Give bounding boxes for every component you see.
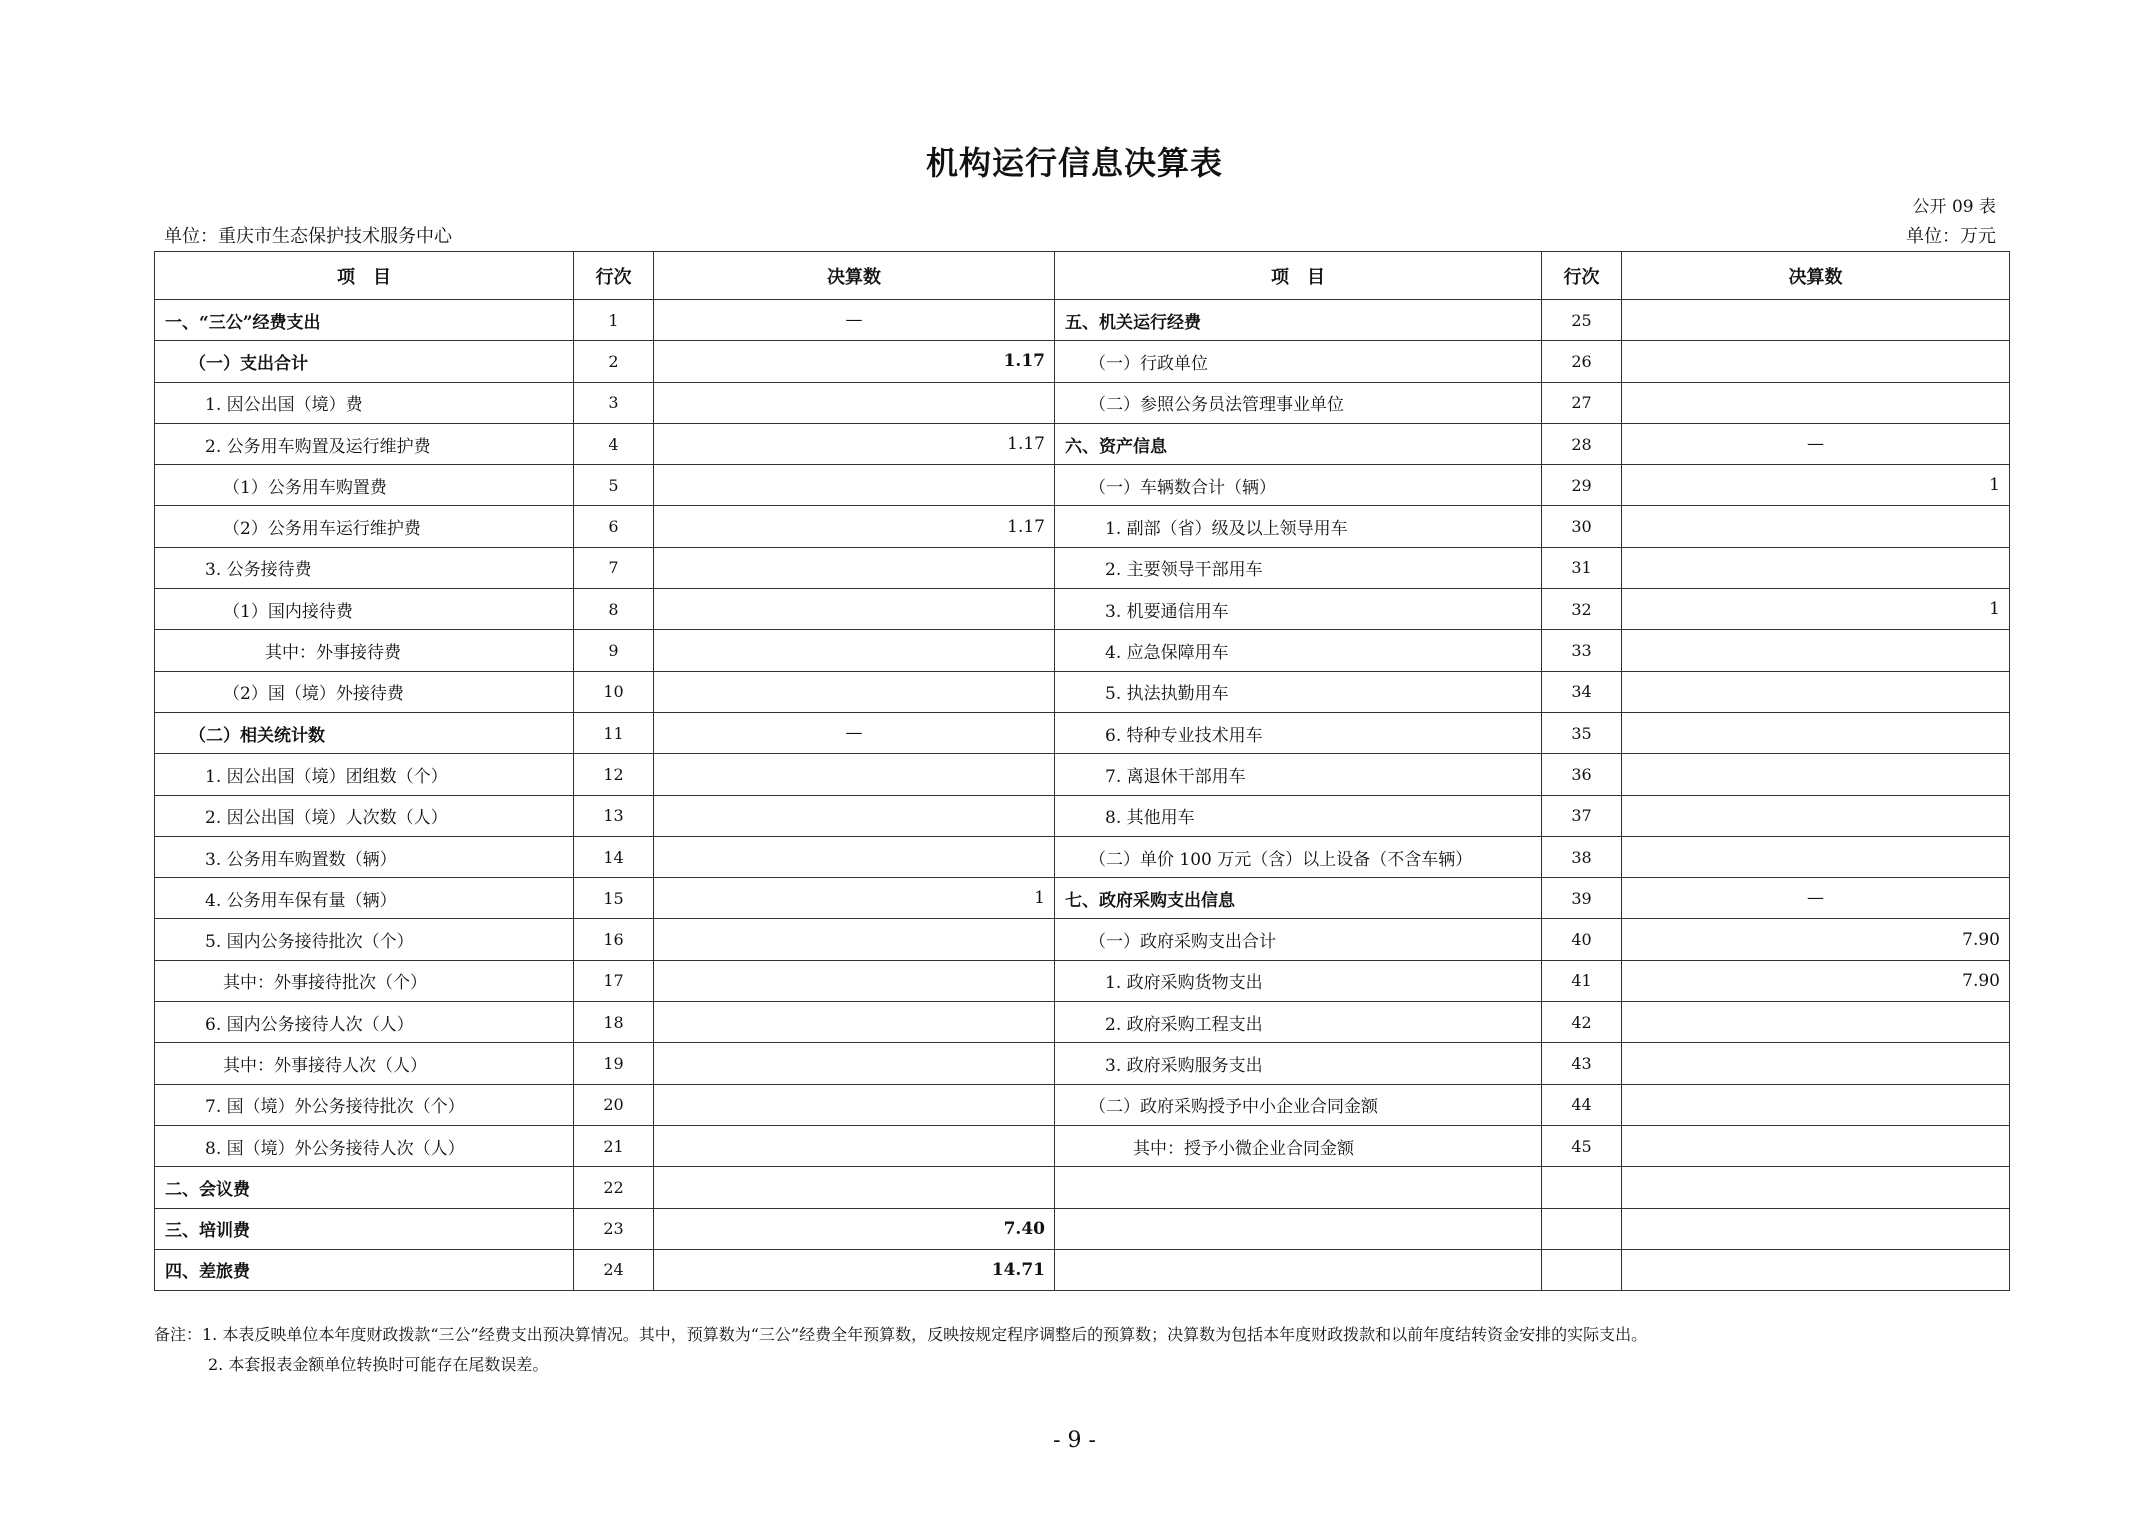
table-row [155, 1084, 2010, 1125]
left-item-cell: 四、差旅费 [155, 1249, 574, 1290]
right-row-number [1542, 1249, 1622, 1290]
left-amount-cell [654, 836, 1055, 877]
left-item-cell: 2. 公务用车购置及运行维护费 [155, 423, 574, 464]
right-item-cell: 2. 主要领导干部用车 [1055, 547, 1542, 588]
left-amount-cell [654, 589, 1055, 630]
left-amount-cell: 1.17 [654, 423, 1055, 464]
statement-table [154, 251, 2010, 1291]
right-amount-cell [1622, 1002, 2010, 1043]
left-item-cell: 8. 国（境）外公务接待人次（人） [155, 1125, 574, 1166]
footnote-2: 2. 本套报表金额单位转换时可能存在尾数误差。 [208, 1355, 549, 1374]
left-row-number: 9 [574, 630, 654, 671]
right-item-cell: （一）车辆数合计（辆） [1055, 465, 1542, 506]
right-amount-cell [1622, 754, 2010, 795]
right-item-cell [1055, 1249, 1542, 1290]
left-item-cell: （一）支出合计 [155, 341, 574, 382]
right-amount-cell: 7.90 [1622, 919, 2010, 960]
left-row-number: 7 [574, 547, 654, 588]
right-row-number: 41 [1542, 960, 1622, 1001]
right-item-cell: （二）政府采购授予中小企业合同金额 [1055, 1084, 1542, 1125]
right-item-cell: 2. 政府采购工程支出 [1055, 1002, 1542, 1043]
left-item-cell: 1. 因公出国（境）费 [155, 382, 574, 423]
header-row-right: 行次 [1542, 252, 1622, 300]
left-item-cell: 三、培训费 [155, 1208, 574, 1249]
right-row-number: 43 [1542, 1043, 1622, 1084]
right-row-number: 27 [1542, 382, 1622, 423]
right-item-cell: 6. 特种专业技术用车 [1055, 712, 1542, 753]
right-row-number: 39 [1542, 878, 1622, 919]
left-row-number: 20 [574, 1084, 654, 1125]
table-row [155, 341, 2010, 382]
right-amount-cell [1622, 1084, 2010, 1125]
right-amount-cell: — [1622, 423, 2010, 464]
left-row-number: 17 [574, 960, 654, 1001]
right-row-number: 38 [1542, 836, 1622, 877]
left-item-cell: 2. 因公出国（境）人次数（人） [155, 795, 574, 836]
table-row [155, 1002, 2010, 1043]
left-item-cell: 其中：外事接待批次（个） [155, 960, 574, 1001]
left-row-number: 19 [574, 1043, 654, 1084]
left-item-cell: （2）公务用车运行维护费 [155, 506, 574, 547]
right-row-number: 28 [1542, 423, 1622, 464]
left-row-number: 18 [574, 1002, 654, 1043]
right-amount-cell [1622, 836, 2010, 877]
right-row-number: 37 [1542, 795, 1622, 836]
left-item-cell: 二、会议费 [155, 1167, 574, 1208]
right-amount-cell [1622, 795, 2010, 836]
left-amount-cell [654, 382, 1055, 423]
table-row [155, 1167, 2010, 1208]
left-amount-cell: — [654, 300, 1055, 341]
left-row-number: 5 [574, 465, 654, 506]
left-amount-cell [654, 671, 1055, 712]
table-row [155, 712, 2010, 753]
right-row-number: 45 [1542, 1125, 1622, 1166]
left-row-number: 15 [574, 878, 654, 919]
left-item-cell: 一、“三公”经费支出 [155, 300, 574, 341]
left-item-cell: 其中：外事接待人次（人） [155, 1043, 574, 1084]
header-item-right: 项 目 [1055, 252, 1542, 300]
left-row-number: 3 [574, 382, 654, 423]
left-row-number: 13 [574, 795, 654, 836]
right-amount-cell [1622, 547, 2010, 588]
left-item-cell: 4. 公务用车保有量（辆） [155, 878, 574, 919]
table-row [155, 1208, 2010, 1249]
right-item-cell: （二）参照公务员法管理事业单位 [1055, 382, 1542, 423]
table-row [155, 878, 2010, 919]
left-amount-cell: — [654, 712, 1055, 753]
left-amount-cell [654, 1167, 1055, 1208]
right-row-number [1542, 1208, 1622, 1249]
left-amount-cell [654, 795, 1055, 836]
right-amount-cell: 1 [1622, 589, 2010, 630]
right-row-number [1542, 1167, 1622, 1208]
right-item-cell: 其中：授予小微企业合同金额 [1055, 1125, 1542, 1166]
table-header-row [155, 252, 2010, 300]
left-row-number: 23 [574, 1208, 654, 1249]
left-amount-cell [654, 960, 1055, 1001]
left-amount-cell: 1 [654, 878, 1055, 919]
right-row-number: 35 [1542, 712, 1622, 753]
left-row-number: 4 [574, 423, 654, 464]
right-row-number: 26 [1542, 341, 1622, 382]
right-row-number: 25 [1542, 300, 1622, 341]
right-item-cell: 3. 机要通信用车 [1055, 589, 1542, 630]
table-row [155, 547, 2010, 588]
right-amount-cell [1622, 712, 2010, 753]
left-item-cell: 6. 国内公务接待人次（人） [155, 1002, 574, 1043]
right-item-cell: 7. 离退休干部用车 [1055, 754, 1542, 795]
right-amount-cell: — [1622, 878, 2010, 919]
right-amount-cell [1622, 1125, 2010, 1166]
left-row-number: 12 [574, 754, 654, 795]
right-amount-cell [1622, 1167, 2010, 1208]
left-item-cell: 1. 因公出国（境）团组数（个） [155, 754, 574, 795]
reporting-unit: 单位：重庆市生态保护技术服务中心 [164, 226, 452, 247]
right-item-cell: 5. 执法执勤用车 [1055, 671, 1542, 712]
right-item-cell [1055, 1208, 1542, 1249]
table-row [155, 960, 2010, 1001]
right-row-number: 33 [1542, 630, 1622, 671]
left-amount-cell [654, 547, 1055, 588]
table-row [155, 1125, 2010, 1166]
table-row [155, 1249, 2010, 1290]
left-amount-cell [654, 754, 1055, 795]
left-amount-cell [654, 1002, 1055, 1043]
page-title: 机构运行信息决算表 [925, 144, 1223, 182]
right-item-cell: （一）行政单位 [1055, 341, 1542, 382]
right-item-cell: （二）单价 100 万元（含）以上设备（不含车辆） [1055, 836, 1542, 877]
left-row-number: 14 [574, 836, 654, 877]
right-row-number: 32 [1542, 589, 1622, 630]
left-row-number: 22 [574, 1167, 654, 1208]
left-item-cell: 其中：外事接待费 [155, 630, 574, 671]
left-amount-cell [654, 1125, 1055, 1166]
right-amount-cell [1622, 300, 2010, 341]
table-row [155, 423, 2010, 464]
right-item-cell: 五、机关运行经费 [1055, 300, 1542, 341]
left-item-cell: （1）国内接待费 [155, 589, 574, 630]
left-item-cell: 3. 公务接待费 [155, 547, 574, 588]
right-row-number: 31 [1542, 547, 1622, 588]
left-amount-cell [654, 630, 1055, 671]
left-item-cell: （1）公务用车购置费 [155, 465, 574, 506]
left-item-cell: 7. 国（境）外公务接待批次（个） [155, 1084, 574, 1125]
table-row [155, 506, 2010, 547]
table-row [155, 589, 2010, 630]
left-amount-cell [654, 919, 1055, 960]
header-amount-left: 决算数 [654, 252, 1055, 300]
right-row-number: 34 [1542, 671, 1622, 712]
form-number: 公开 09 表 [1912, 197, 1996, 217]
right-item-cell: 1. 政府采购货物支出 [1055, 960, 1542, 1001]
right-row-number: 42 [1542, 1002, 1622, 1043]
right-item-cell: 4. 应急保障用车 [1055, 630, 1542, 671]
right-row-number: 36 [1542, 754, 1622, 795]
table-row [155, 754, 2010, 795]
right-row-number: 30 [1542, 506, 1622, 547]
table-row [155, 919, 2010, 960]
left-amount-cell [654, 1084, 1055, 1125]
table-row [155, 795, 2010, 836]
right-amount-cell [1622, 1249, 2010, 1290]
right-item-cell: 六、资产信息 [1055, 423, 1542, 464]
page-number: - 9 - [1053, 1428, 1096, 1453]
right-row-number: 44 [1542, 1084, 1622, 1125]
left-item-cell: （2）国（境）外接待费 [155, 671, 574, 712]
table-row [155, 836, 2010, 877]
left-item-cell: 5. 国内公务接待批次（个） [155, 919, 574, 960]
left-row-number: 21 [574, 1125, 654, 1166]
left-row-number: 2 [574, 341, 654, 382]
left-amount-cell: 14.71 [654, 1249, 1055, 1290]
header-item-left: 项 目 [155, 252, 574, 300]
right-amount-cell [1622, 1208, 2010, 1249]
right-item-cell [1055, 1167, 1542, 1208]
left-row-number: 24 [574, 1249, 654, 1290]
right-item-cell: 3. 政府采购服务支出 [1055, 1043, 1542, 1084]
left-row-number: 6 [574, 506, 654, 547]
right-amount-cell: 7.90 [1622, 960, 2010, 1001]
table-row [155, 630, 2010, 671]
left-row-number: 16 [574, 919, 654, 960]
right-item-cell: （一）政府采购支出合计 [1055, 919, 1542, 960]
left-amount-cell: 1.17 [654, 506, 1055, 547]
left-amount-cell: 1.17 [654, 341, 1055, 382]
left-row-number: 8 [574, 589, 654, 630]
table-row [155, 382, 2010, 423]
footnote-1: 备注：1. 本表反映单位本年度财政拨款“三公”经费支出预决算情况。其中，预算数为“三公”经费全年预算数，反映按规定程序调整后的预算数；决算数为包括本年度财政拨款和以前年度结转资金安排的实际支出。 [154, 1325, 1648, 1344]
table-row [155, 465, 2010, 506]
table-row [155, 1043, 2010, 1084]
right-item-cell: 七、政府采购支出信息 [1055, 878, 1542, 919]
header-amount-right: 决算数 [1622, 252, 2010, 300]
left-amount-cell [654, 465, 1055, 506]
right-amount-cell [1622, 671, 2010, 712]
header-row-left: 行次 [574, 252, 654, 300]
left-row-number: 10 [574, 671, 654, 712]
right-amount-cell: 1 [1622, 465, 2010, 506]
left-amount-cell: 7.40 [654, 1208, 1055, 1249]
table-row [155, 300, 2010, 341]
right-row-number: 40 [1542, 919, 1622, 960]
left-amount-cell [654, 1043, 1055, 1084]
right-item-cell: 8. 其他用车 [1055, 795, 1542, 836]
right-amount-cell [1622, 506, 2010, 547]
left-row-number: 11 [574, 712, 654, 753]
right-amount-cell [1622, 341, 2010, 382]
right-item-cell: 1. 副部（省）级及以上领导用车 [1055, 506, 1542, 547]
table-row [155, 671, 2010, 712]
right-amount-cell [1622, 1043, 2010, 1084]
left-row-number: 1 [574, 300, 654, 341]
right-row-number: 29 [1542, 465, 1622, 506]
left-item-cell: 3. 公务用车购置数（辆） [155, 836, 574, 877]
currency-unit: 单位：万元 [1906, 226, 1996, 247]
left-item-cell: （二）相关统计数 [155, 712, 574, 753]
right-amount-cell [1622, 630, 2010, 671]
right-amount-cell [1622, 382, 2010, 423]
